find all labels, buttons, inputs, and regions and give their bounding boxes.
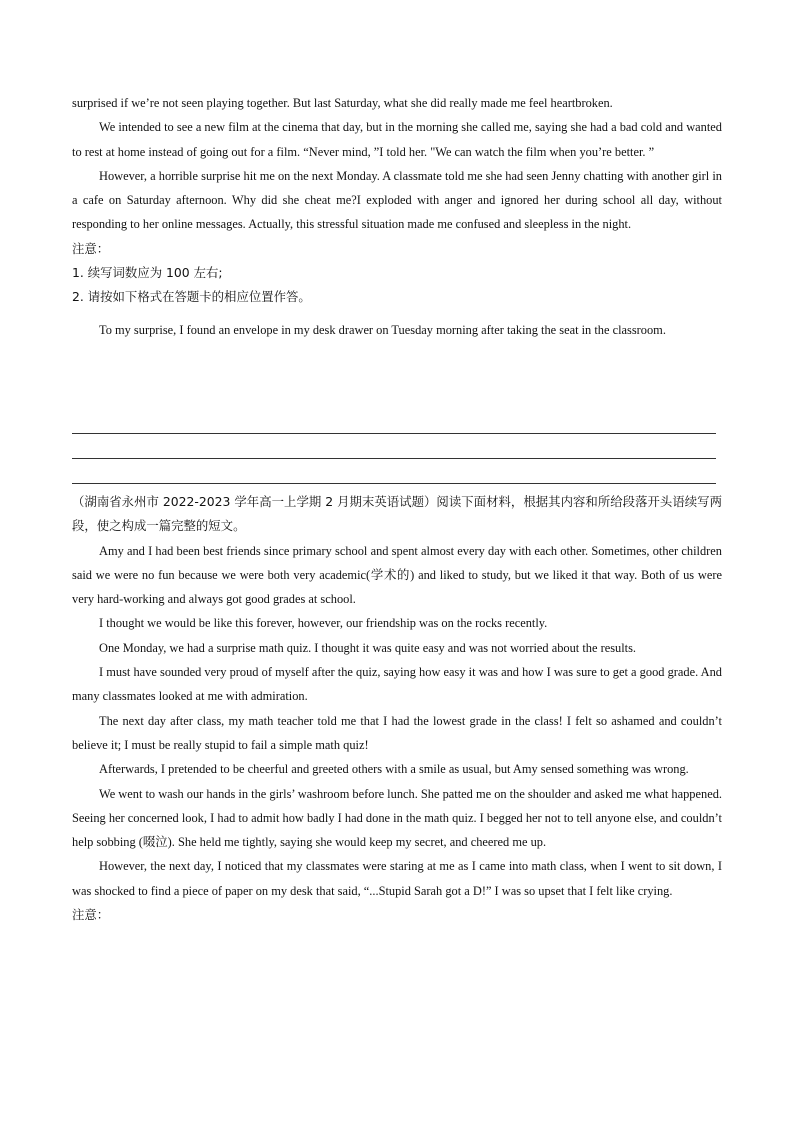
story1-paragraph: We intended to see a new film at the cinema that day, but in the morning she called me, saying she had a bad cold and wanted to rest at home instead of going out for a film. “Never mind, ”I told her. "We can watch the film when you’re better. ” (72, 120, 722, 159)
story1-text (72, 91, 722, 342)
story2-paragraph: We went to wash our hands in the girls’ washroom before lunch. She patted me on the shoulder and asked me what happened. Seeing her concerned look, I had to admit how badly I had done in the math quiz. I begged her not to tell anyone else, and couldn’t help sobbing (啜泣). She held me tightly, saying she would keep my secret, and cheered me up. (72, 786, 722, 850)
story2-paragraph: I thought we would be like this forever, however, our friendship was on the rocks recently. (99, 616, 548, 631)
continuation-start: To my surprise, I found an envelope in my desk drawer on Tuesday morning after taking the seat in the classroom. (99, 322, 666, 337)
note-title: 注意： (72, 907, 110, 923)
note-title: 注意： (72, 240, 110, 256)
story2-paragraph: The next day after class, my math teacher told me that I had the lowest grade in the class! I felt so ashamed and couldn’t believe it; I must be really stupid to fail a simple math quiz! (72, 713, 722, 752)
note-item: 1. 续写词数应为 100 左右; (72, 265, 223, 281)
answer-line (72, 433, 716, 434)
story2-paragraph: However, the next day, I noticed that my classmates were staring at me as I came into math class, when I went to sit down, I was shocked to find a piece of paper on my desk that said, “...Stupid Sarah got a D!” I was so upset that I felt like crying. (72, 859, 722, 898)
story2-instruction: （湖南省永州市 2022-2023 学年高一上学期 2 月期末英语试题）阅读下面材料，根据其内容和所给段落开头语续写两段，使之构成一篇完整的短文。 (72, 494, 722, 534)
answer-lines (72, 433, 716, 484)
story2-paragraph: I must have sounded very proud of myself after the quiz, saying how easy it was and how I was sure to get a good grade. And many classmates looked at me with admiration. (72, 665, 722, 704)
story1-paragraph: However, a horrible surprise hit me on the next Monday. A classmate told me she had seen Jenny chatting with another girl in a cafe on Saturday afternoon. Why did she cheat me?I exploded with anger and ignored her during school all day, without responding to her online messages. Actually, this stressful situation made me confused and sleepless in the night. (72, 168, 722, 232)
story2-paragraph: One Monday, we had a surprise math quiz. I thought it was quite easy and was not worried about the results. (99, 640, 637, 655)
story2-paragraph: Amy and I had been best friends since primary school and spent almost every day with each other. Sometimes, other children said we were no fun because we were both very academic(学术的) and liked to study, but we liked it that way. Both of us were very hard-working and always got good grades at school. (72, 543, 722, 607)
story2-text (72, 490, 722, 927)
answer-line (72, 483, 716, 484)
story1-paragraph: surprised if we’re not seen playing together. But last Saturday, what she did really made me feel heartbroken. (72, 96, 613, 110)
answer-line (72, 458, 716, 459)
story2-paragraph: Afterwards, I pretended to be cheerful and greeted others with a smile as usual, but Amy sensed something was wrong. (99, 762, 689, 777)
note-item: 2. 请按如下格式在答题卡的相应位置作答。 (72, 289, 311, 305)
